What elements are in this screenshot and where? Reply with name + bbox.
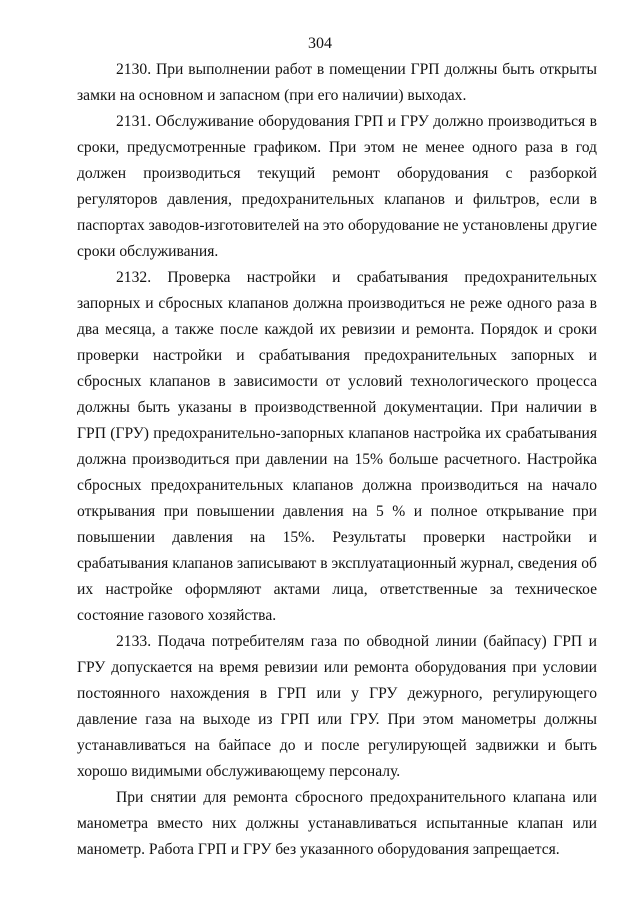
paragraph-2131: 2131. Обслуживание оборудования ГРП и ГРУ должно производиться в сроки, предусмотренные графиком. При этом не менее одного раза в год должен производиться текущий ремонт оборудования с разборкой регуляторов давления, предохранительных клапанов и фильтров, если в паспортах заводов-изготовителей на это оборудование не установлены другие сроки обслуживания. [77, 113, 597, 260]
document-body [77, 57, 597, 863]
paragraph-2130: 2130. При выполнении работ в помещении ГРП должны быть открыты замки на основном и запасном (при его наличии) выходах. [77, 61, 597, 104]
paragraph-2132: 2132. Проверка настройки и срабатывания предохранительных запорных и сбросных клапанов должна производиться не реже одного раза в два месяца, а также после каждой их ревизии и ремонта. Порядок и сроки проверки настройки и срабатывания предохранительных запорных и сбросных клапанов в зависимости от условий технологического процесса должны быть указаны в производственной документации. При наличии в ГРП (ГРУ) предохранительно-запорных клапанов настройка их срабатывания должна производиться при давлении на 15% больше расчетного. Настройка сбросных предохранительных клапанов должна производиться на начало открывания при повышении давления на 5 % и полное открывание при повышении давления на 15%. Результаты проверки настройки и срабатывания клапанов записывают в эксплуатационный журнал, сведения об их настройке оформляют актами лица, ответственные за техническое состояние газового хозяйства. [77, 269, 597, 624]
paragraph-valve-replacement: При снятии для ремонта сбросного предохранительного клапана или манометра вместо них должны устанавливаться испытанные клапан или манометр. Работа ГРП и ГРУ без указанного оборудования запрещается. [77, 789, 597, 858]
paragraph-2133: 2133. Подача потребителям газа по обводной линии (байпасу) ГРП и ГРУ допускается на время ревизии или ремонта оборудования при условии постоянного нахождения в ГРП или у ГРУ дежурного, регулирующего давление газа на выходе из ГРП или ГРУ. При этом манометры должны устанавливаться на байпасе до и после регулирующей задвижки и быть хорошо видимыми обслуживающему персоналу. [77, 633, 597, 780]
page-number: 304 [308, 35, 332, 52]
